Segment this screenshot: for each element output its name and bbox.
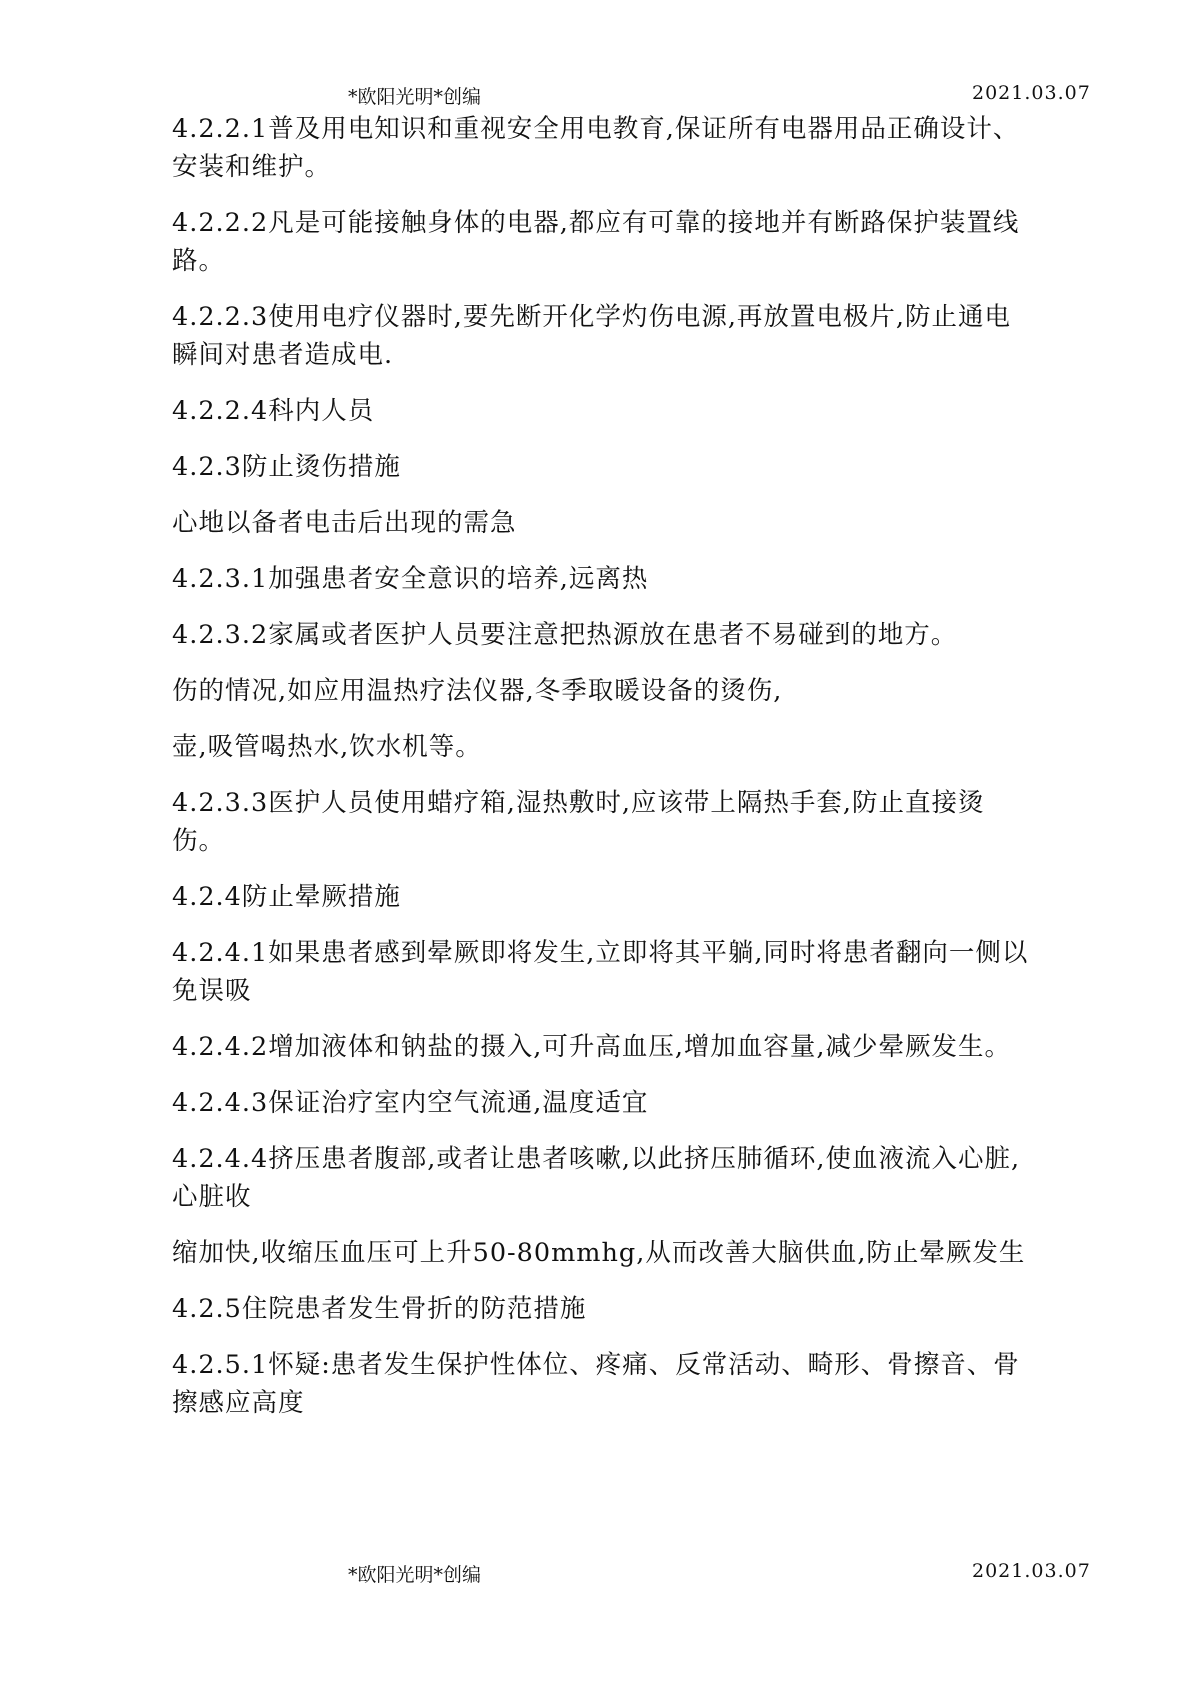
paragraph: 4.2.3.2家属或者医护人员要注意把热源放在患者不易碰到的地方。: [172, 620, 958, 650]
paragraph: 缩加快,收缩压血压可上升50-80mmhg,从而改善大脑供血,防止晕厥发生: [172, 1238, 1026, 1268]
paragraph: 4.2.4.1如果患者感到晕厥即将发生,立即将其平躺,同时将患者翻向一侧以免误吸: [172, 938, 1029, 1006]
page-header: [0, 82, 1191, 112]
paragraph: 心地以备者电击后出现的需急: [172, 508, 517, 538]
paragraph: 4.2.2.3使用电疗仪器时,要先断开化学灼伤电源,再放置电极片,防止通电瞬间对患者造成电.: [172, 302, 1012, 370]
paragraph: 4.2.2.4科内人员: [172, 396, 375, 426]
paragraph: 4.2.2.2凡是可能接触身体的电器,都应有可靠的接地并有断路保护装置线路。: [172, 208, 1020, 276]
paragraph: 4.2.2.1普及用电知识和重视安全用电教育,保证所有电器用品正确设计、安装和维护。: [172, 114, 1020, 182]
document-body: [172, 110, 1034, 1440]
paragraph: 4.2.4.3保证治疗室内空气流通,温度适宜: [172, 1088, 649, 1118]
paragraph: 4.2.4.2增加液体和钠盐的摄入,可升高血压,增加血容量,减少晕厥发生。: [172, 1032, 1012, 1062]
section-heading: 4.2.5住院患者发生骨折的防范措施: [172, 1294, 587, 1324]
paragraph: 伤的情况,如应用温热疗法仪器,冬季取暖设备的烫伤,: [172, 676, 783, 706]
footer-date: 2021.03.07: [972, 1560, 1091, 1582]
paragraph: 4.2.5.1怀疑:患者发生保护性体位、疼痛、反常活动、畸形、骨擦音、骨擦感应高度: [172, 1350, 1020, 1418]
section-heading: 4.2.3防止烫伤措施: [172, 452, 401, 482]
paragraph: 4.2.3.3医护人员使用蜡疗箱,湿热敷时,应该带上隔热手套,防止直接烫伤。: [172, 788, 985, 856]
footer-author: *欧阳光明*创编: [348, 1564, 482, 1586]
paragraph: 4.2.3.1加强患者安全意识的培养,远离热: [172, 564, 649, 594]
section-heading: 4.2.4防止晕厥措施: [172, 882, 401, 912]
paragraph: 壶,吸管喝热水,饮水机等。: [172, 732, 482, 762]
header-date: 2021.03.07: [972, 82, 1091, 104]
page-footer: [0, 1560, 1191, 1590]
paragraph: 4.2.4.4挤压患者腹部,或者让患者咳嗽,以此挤压肺循环,使血液流入心脏,心脏收: [172, 1144, 1021, 1212]
header-author: *欧阳光明*创编: [348, 86, 482, 108]
